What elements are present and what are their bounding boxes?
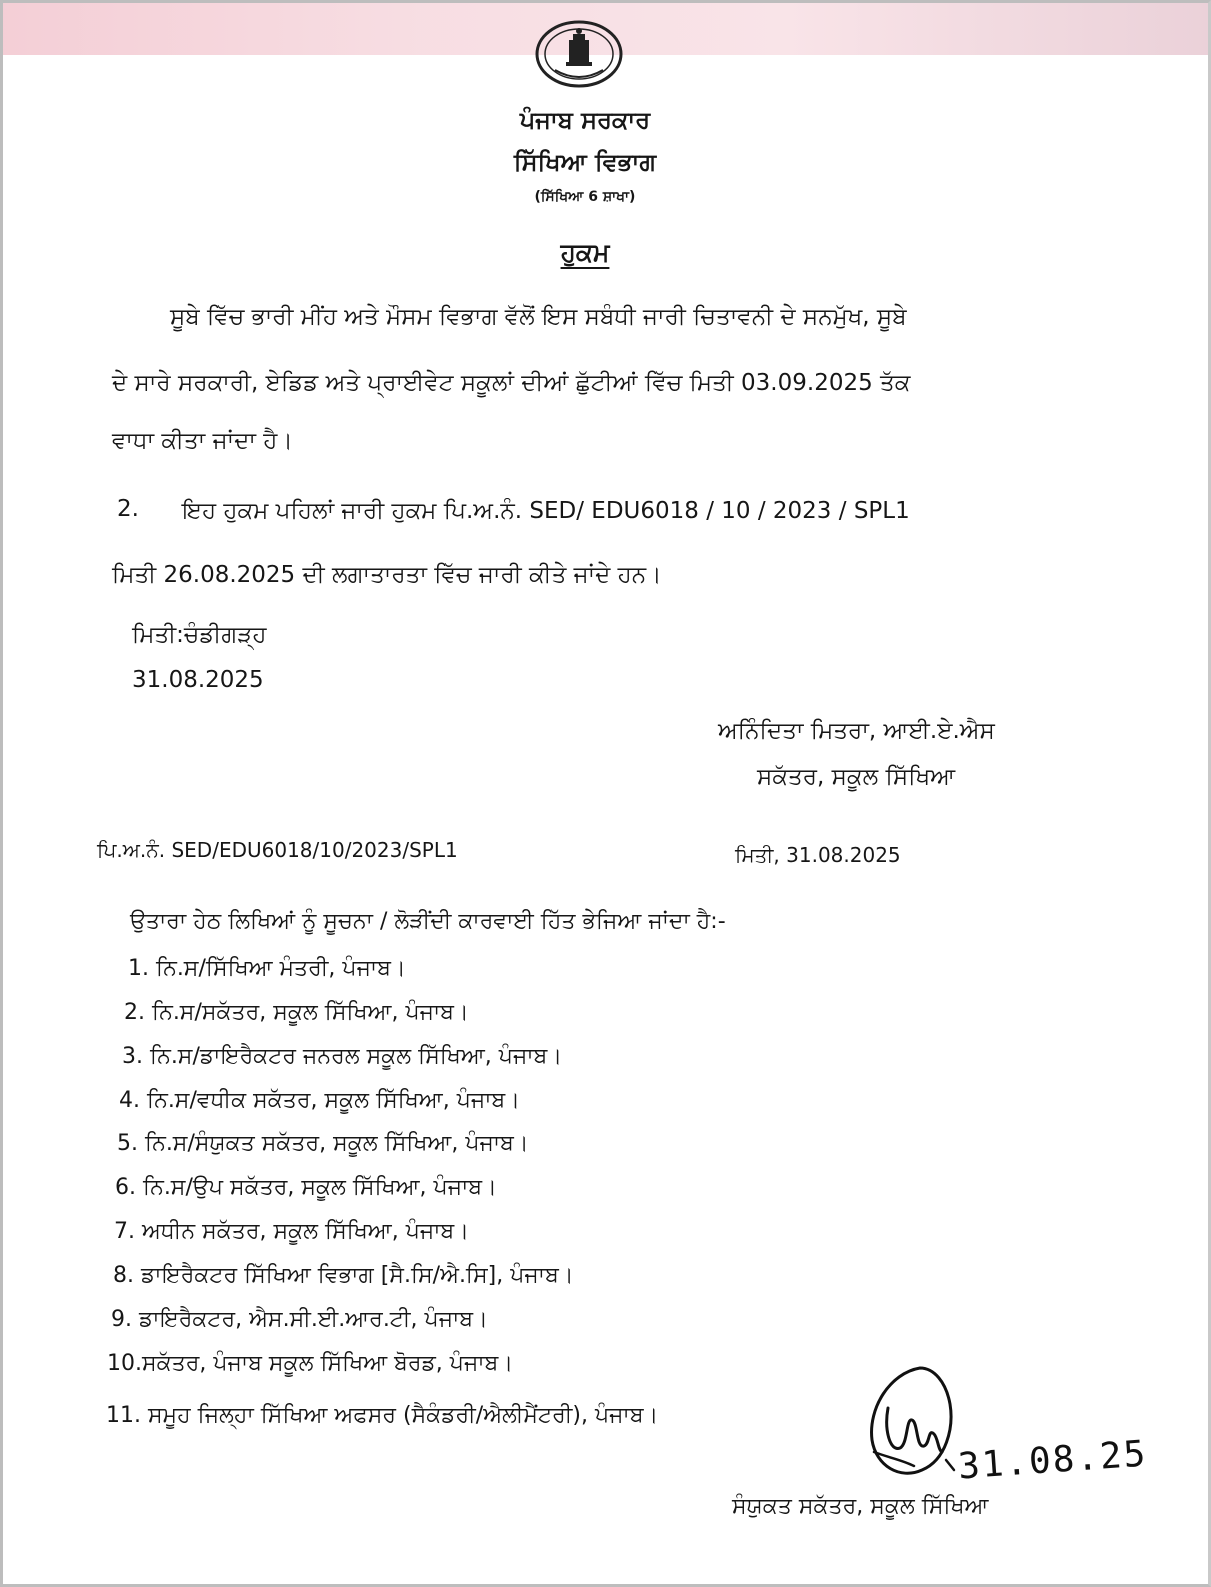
recipient-item: 6. ਨਿ.ਸ/ਉਪ ਸਕੱਤਰ, ਸਕੂਲ ਸਿੱਖਿਆ, ਪੰਜਾਬ।: [115, 1175, 497, 1200]
header-government: ਪੰਜਾਬ ਸਰਕਾਰ: [519, 106, 651, 134]
endorsement-intro: ਉਤਾਰਾ ਹੇਠ ਲਿਖਿਆਂ ਨੂੰ ਸੂਚਨਾ / ਲੋੜੀਂਦੀ ਕਾਰਵਾਈ ਹਿੱਤ ਭੇਜਿਆ ਜਾਂਦਾ ਹੈ:-: [130, 909, 726, 934]
order-para2-line1: ਇਹ ਹੁਕਮ ਪਹਿਲਾਂ ਜਾਰੀ ਹੁਕਮ ਪਿ.ਅ.ਨੰ. SED/ EDU6018 / 10 / 2023 / SPL1: [182, 498, 910, 524]
recipient-item: 9. ਡਾਇਰੈਕਟਰ, ਐਸ.ਸੀ.ਈ.ਆਰ.ਟੀ, ਪੰਜਾਬ।: [111, 1307, 488, 1332]
recipient-item: 2. ਨਿ.ਸ/ਸਕੱਤਰ, ਸਕੂਲ ਸਿੱਖਿਆ, ਪੰਜਾਬ।: [124, 1000, 469, 1025]
footer-designation: ਸੰਯੁਕਤ ਸਕੱਤਰ, ਸਕੂਲ ਸਿੱਖਿਆ: [732, 1494, 989, 1519]
recipient-item: 10.ਸਕੱਤਰ, ਪੰਜਾਬ ਸਕੂਲ ਸਿੱਖਿਆ ਬੋਰਡ, ਪੰਜਾਬ।: [107, 1351, 514, 1376]
order-title: ਹੁਕਮ: [560, 238, 610, 267]
recipient-item: 3. ਨਿ.ਸ/ਡਾਇਰੈਕਟਰ ਜਨਰਲ ਸਕੂਲ ਸਿੱਖਿਆ, ਪੰਜਾਬ।: [122, 1044, 563, 1069]
order-para1-line3: ਵਾਧਾ ਕੀਤਾ ਜਾਂਦਾ ਹੈ।: [112, 428, 293, 454]
order-date: 31.08.2025: [132, 667, 264, 693]
handwritten-date: 31.08.25: [956, 1433, 1149, 1488]
recipient-item: 11. ਸਮੂਹ ਜਿਲ੍ਹਾ ਸਿੱਖਿਆ ਅਫਸਰ (ਸੈਕੰਡਰੀ/ਐਲੀਮੈਂਟਰੀ), ਪੰਜਾਬ।: [106, 1403, 659, 1428]
order-place: ਮਿਤੀ:ਚੰਡੀਗੜ੍ਹ: [132, 622, 267, 648]
recipient-item: 8. ਡਾਇਰੈਕਟਰ ਸਿੱਖਿਆ ਵਿਭਾਗ [ਸੈ.ਸਿ/ਐ.ਸਿ], ਪੰਜਾਬ।: [113, 1263, 574, 1288]
order-para1-line1: ਸੂਬੇ ਵਿੱਚ ਭਾਰੀ ਮੀਂਹ ਅਤੇ ਮੌਸਮ ਵਿਭਾਗ ਵੱਲੋਂ ਇਸ ਸਬੰਧੀ ਜਾਰੀ ਚਿਤਾਵਨੀ ਦੇ ਸਨਮੁੱਖ, ਸੂਬੇ: [170, 304, 907, 330]
recipient-item: 7. ਅਧੀਨ ਸਕੱਤਰ, ਸਕੂਲ ਸਿੱਖਿਆ, ਪੰਜਾਬ।: [114, 1219, 470, 1244]
recipient-item: 1. ਨਿ.ਸ/ਸਿੱਖਿਆ ਮੰਤਰੀ, ਪੰਜਾਬ।: [128, 956, 406, 981]
signatory-name: ਅਨਿੰਦਿਤਾ ਮਿਤਰਾ, ਆਈ.ਏ.ਐਸ: [718, 718, 995, 744]
header-department: ਸਿੱਖਿਆ ਵਿਭਾਗ: [513, 148, 657, 176]
order-para2-line2: ਮਿਤੀ 26.08.2025 ਦੀ ਲਗਾਤਾਰਤਾ ਵਿੱਚ ਜਾਰੀ ਕੀਤੇ ਜਾਂਦੇ ਹਨ।: [112, 562, 662, 588]
recipient-item: 4. ਨਿ.ਸ/ਵਧੀਕ ਸਕੱਤਰ, ਸਕੂਲ ਸਿੱਖਿਆ, ਪੰਜਾਬ।: [119, 1088, 521, 1113]
order-para2-number: 2.: [117, 496, 139, 522]
order-para1-line2: ਦੇ ਸਾਰੇ ਸਰਕਾਰੀ, ਏਡਿਡ ਅਤੇ ਪ੍ਰਾਈਵੇਟ ਸਕੂਲਾਂ ਦੀਆਂ ਛੁੱਟੀਆਂ ਵਿੱਚ ਮਿਤੀ 03.09.2025 ਤੱਕ: [112, 370, 911, 396]
state-emblem-icon: [533, 18, 625, 90]
recipient-item: 5. ਨਿ.ਸ/ਸੰਯੁਕਤ ਸਕੱਤਰ, ਸਕੂਲ ਸਿੱਖਿਆ, ਪੰਜਾਬ।: [117, 1131, 529, 1156]
signatory-designation: ਸਕੱਤਰ, ਸਕੂਲ ਸਿੱਖਿਆ: [757, 764, 956, 790]
endorsement-ref-number: ਪਿ.ਅ.ਨੰ. SED/EDU6018/10/2023/SPL1: [97, 838, 458, 862]
endorsement-ref-date: ਮਿਤੀ, 31.08.2025: [735, 843, 901, 867]
header-branch: (ਸਿੱਖਿਆ 6 ਸ਼ਾਖਾ): [534, 189, 636, 205]
